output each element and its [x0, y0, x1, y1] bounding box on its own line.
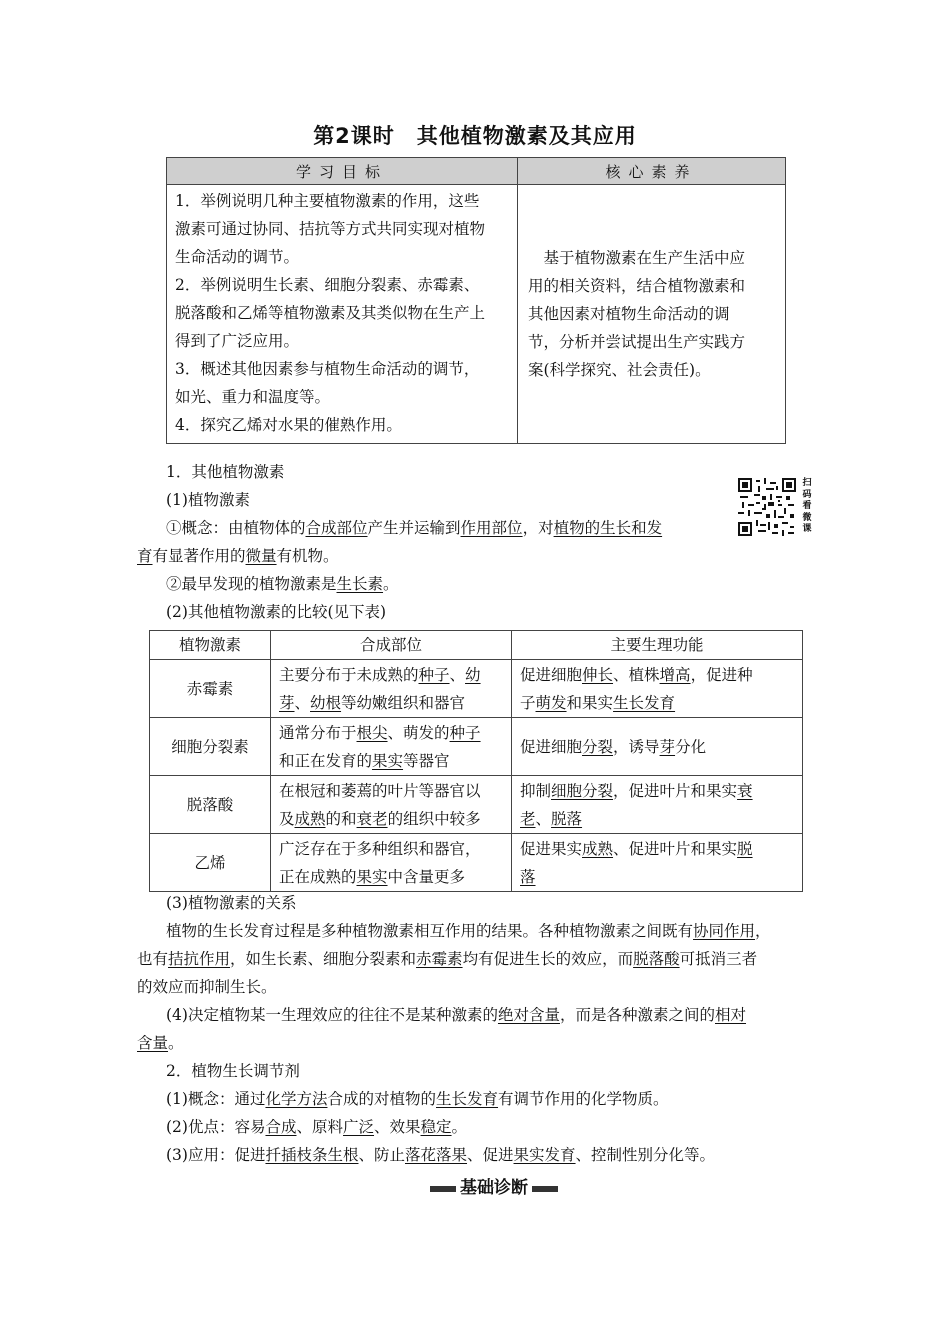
objectives-header-core: 核心素养 — [518, 158, 786, 185]
core-line: 案(科学探究、社会责任)。 — [528, 361, 711, 379]
table-row — [150, 776, 803, 834]
synthesis-site-cell: 在根冠和萎蔫的叶片等器官以 及成熟的和衰老的组织中较多 — [271, 776, 512, 834]
relation-line-3: 的效应而抑制生长。 — [137, 978, 277, 996]
section-banner — [430, 1178, 558, 1198]
subheading-relations: (3)植物激素的关系 — [166, 894, 297, 912]
section1-heading: 1．其他植物激素 — [166, 463, 285, 481]
hormone-name: 脱落酸 — [150, 776, 271, 834]
regulator-advantages: (2)优点：容易合成、原料广泛、效果稳定。 — [166, 1118, 468, 1136]
header-hormone: 植物激素 — [150, 631, 271, 660]
content-line-2: 含量。 — [137, 1034, 184, 1052]
hormone-name: 赤霉素 — [150, 660, 271, 718]
goal-line: 生命活动的调节。 — [175, 248, 300, 266]
regulator-applications: (3)应用：促进扦插枝条生根、防止落花落果、促进果实发育、控制性别分化等。 — [166, 1146, 716, 1164]
objectives-table — [166, 157, 786, 444]
hormone-name: 乙烯 — [150, 834, 271, 892]
function-cell: 促进细胞分裂，诱导芽分化 — [512, 718, 803, 776]
synthesis-site-cell: 主要分布于未成熟的种子、幼 芽、幼根等幼嫩组织和器官 — [271, 660, 512, 718]
synthesis-site-cell: 通常分布于根尖、萌发的种子 和正在发育的果实等器官 — [271, 718, 512, 776]
goal-line: 2．举例说明生长素、细胞分裂素、赤霉素、 — [175, 276, 480, 294]
concept-line-1: ①概念：由植物体的合成部位产生并运输到作用部位，对植物的生长和发 — [166, 519, 663, 537]
core-line: 节，分析并尝试提出生产实践方 — [528, 333, 746, 351]
qr-caption: 扫码看微课 — [802, 478, 812, 534]
goal-line: 3．概述其他因素参与植物生命活动的调节， — [175, 360, 480, 378]
core-line: 其他因素对植物生命活动的调 — [528, 305, 730, 323]
qr-code-icon[interactable] — [738, 478, 796, 536]
header-function: 主要生理功能 — [512, 631, 803, 660]
first-hormone-line: ②最早发现的植物激素是生长素。 — [166, 575, 399, 593]
core-line: 用的相关资料，结合植物激素和 — [528, 277, 746, 295]
table-row — [150, 660, 803, 718]
objectives-header-goals: 学习目标 — [167, 158, 518, 185]
core-literacy-cell — [518, 185, 786, 444]
table-row — [150, 834, 803, 892]
goal-line: 脱落酸和乙烯等植物激素及其类似物在生产上 — [175, 304, 486, 322]
goal-line: 得到了广泛应用。 — [175, 332, 300, 350]
banner-label: 基础诊断 — [456, 1178, 532, 1198]
header-synthesis-site: 合成部位 — [271, 631, 512, 660]
core-line: 基于植物激素在生产生活中应 — [528, 249, 746, 267]
page-title: 第2课时 其他植物激素及其应用 — [313, 124, 637, 148]
subheading-plant-hormones: (1)植物激素 — [166, 491, 250, 509]
concept-line-2: 育有显著作用的微量有机物。 — [137, 547, 339, 565]
subheading-comparison: (2)其他植物激素的比较(见下表) — [166, 603, 387, 621]
goal-line: 4．探究乙烯对水果的催熟作用。 — [175, 416, 402, 434]
hormone-comparison-table — [149, 630, 803, 892]
synthesis-site-cell: 广泛存在于多种组织和器官， 正在成熟的果实中含量更多 — [271, 834, 512, 892]
goal-line: 如光、重力和温度等。 — [175, 388, 331, 406]
learning-goals-cell — [167, 185, 518, 444]
table-row — [150, 718, 803, 776]
function-cell: 抑制细胞分裂，促进叶片和果实衰 老、脱落 — [512, 776, 803, 834]
goal-line: 1．举例说明几种主要植物激素的作用，这些 — [175, 192, 480, 210]
relation-line-1: 植物的生长发育过程是多种植物激素相互作用的结果。各种植物激素之间既有协同作用， — [166, 922, 771, 940]
regulator-concept: (1)概念：通过化学方法合成的对植物的生长发育有调节作用的化学物质。 — [166, 1090, 669, 1108]
content-line-1: (4)决定植物某一生理效应的往往不是某种激素的绝对含量，而是各种激素之间的相对 — [166, 1006, 747, 1024]
section2-heading: 2．植物生长调节剂 — [166, 1062, 300, 1080]
hormone-name: 细胞分裂素 — [150, 718, 271, 776]
function-cell: 促进果实成熟、促进叶片和果实脱 落 — [512, 834, 803, 892]
goal-line: 激素可通过协同、拮抗等方式共同实现对植物 — [175, 220, 486, 238]
relation-line-2: 也有拮抗作用，如生长素、细胞分裂素和赤霉素均有促进生长的效应，而脱落酸可抵消三者 — [137, 950, 758, 968]
function-cell: 促进细胞伸长、植株增高，促进种 子萌发和果实生长发育 — [512, 660, 803, 718]
